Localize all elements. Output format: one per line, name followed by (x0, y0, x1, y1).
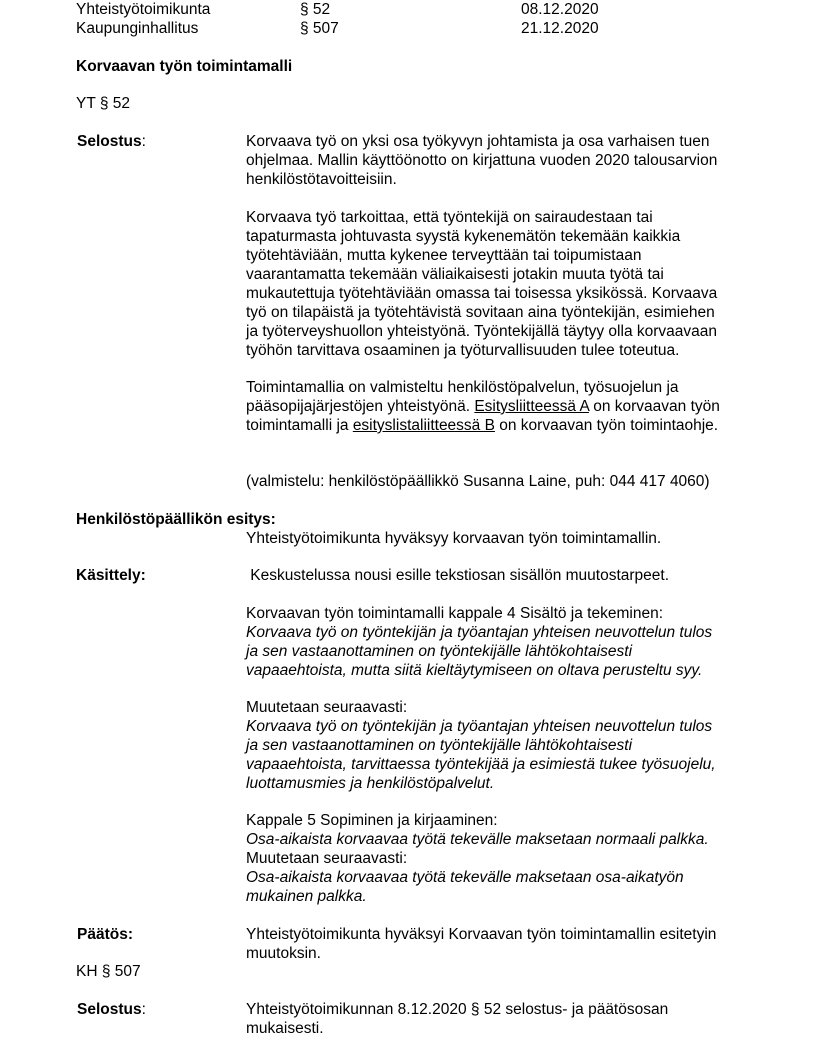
text-line: muutoksin. (246, 945, 321, 962)
header-section-2: § 507 (300, 20, 339, 37)
text-line: mukainen palkka. (246, 888, 367, 905)
text-line: työ on tilapäistä ja työtehtävistä sovitaan aina työntekijän, esimiehen (246, 304, 715, 321)
text-line: Toimintamallia on valmisteltu henkilöstöpalvelun, työsuojelun ja (246, 379, 679, 396)
text-line: tapaturmasta johtuvasta syystä kykenemätön tekemään kaikkia (246, 228, 681, 245)
yt-reference: YT § 52 (76, 95, 131, 112)
text-line: toimintamalli ja esityslistaliitteessä B on korvaavan työn toimintaohje. (246, 417, 719, 434)
text-line: vapaaehtoista, mutta siitä kieltäytymiseen on oltava perusteltu syy. (246, 662, 703, 679)
text-line: pääsopijajärjestöjen yhteistyönä. Esitysliitteessä A on korvaavan työn (246, 398, 720, 415)
text-line: ohjelmaa. Mallin käyttöönotto on kirjattuna vuoden 2020 talousarvion (246, 152, 718, 169)
header-date-1: 08.12.2020 (521, 1, 599, 18)
proposal-label: Henkilöstöpäällikön esitys: (76, 511, 276, 528)
text-line: vapaaehtoista, tarvittaessa työntekijää ja esimiestä tukee työsuojelu, (246, 756, 716, 773)
selostus-paragraph-3 (246, 378, 776, 435)
selostus-label: Selostus: (77, 133, 146, 150)
document-title: Korvaavan työn toimintamalli (76, 58, 293, 75)
k5-heading: Kappale 5 Sopiminen ja kirjaaminen: (246, 812, 498, 829)
kasittely-label: Käsittely: (76, 567, 146, 584)
change-heading: Muutetaan seuraavasti: (246, 699, 408, 716)
kasittely-k5-block (246, 811, 776, 906)
text-line: ja työterveyshuollon yhteistyönä. Työntekijällä täytyy olla korvaavaan (246, 323, 718, 340)
selostus-2-label: Selostus: (77, 1001, 146, 1018)
text-line: vaarantamatta tekemään väliaikaisesti jotakin muuta työtä tai (246, 266, 664, 283)
text-line: Korvaava työ on työntekijän ja työantajan yhteisen neuvottelun tulos (246, 718, 713, 735)
text-line: ja sen vastaanottaminen on työntekijälle lähtökohtaisesti (246, 737, 633, 754)
header-date-2: 21.12.2020 (521, 20, 599, 37)
header-section-1: § 52 (300, 1, 331, 18)
header-body-2: Kaupunginhallitus (76, 20, 199, 37)
text-line: henkilöstötavoitteisiin. (246, 171, 397, 188)
decision-text (246, 925, 776, 963)
k5-change-heading: Muutetaan seuraavasti: (246, 850, 408, 867)
attachment-a-link[interactable]: Esitysliitteessä A (474, 398, 589, 415)
proposal-text: Yhteistyötoimikunta hyväksyy korvaavan työn toimintamallin. (246, 530, 662, 547)
decision-label: Päätös: (77, 926, 133, 943)
selostus-paragraph-1 (246, 132, 776, 189)
text-line: työhön tarvittava osaaminen ja työturvallisuuden tulee toteutua. (246, 342, 680, 359)
kasittely-k4-block (246, 604, 776, 680)
text-line: Korvaava työ on työntekijän ja työantajan yhteisen neuvottelun tulos (246, 624, 713, 641)
text-line: mukautettuja työtehtäviään omassa tai toisessa yksikössä. Korvaava (246, 285, 718, 302)
text-line: Osa-aikaista korvaavaa työtä tekevälle maksetaan normaali palkka. (246, 831, 709, 848)
text-line: luottamusmies ja henkilöstöpalvelut. (246, 775, 495, 792)
text-line: Yhteistyötoimikunnan 8.12.2020 § 52 selostus- ja päätösosan (246, 1001, 669, 1018)
preparer-note: (valmistelu: henkilöstöpäällikkö Susanna Laine, puh: 044 417 4060) (246, 473, 710, 490)
text-line: Korvaava työ tarkoittaa, että työntekijä on sairaudestaan tai (246, 209, 653, 226)
text-line: ja sen vastaanottaminen on työntekijälle lähtökohtaisesti (246, 643, 633, 660)
kasittely-intro: Keskustelussa nousi esille tekstiosan sisällön muutostarpeet. (246, 567, 670, 584)
kasittely-change-block (246, 698, 776, 793)
text-line: Korvaava työ on yksi osa työkyvyn johtamista ja osa varhaisen tuen (246, 133, 710, 150)
selostus-2-text (246, 1000, 776, 1038)
text-line: Yhteistyötoimikunta hyväksyi Korvaavan työn toimintamallin esitetyin (246, 926, 717, 943)
text-line: Osa-aikaista korvaavaa työtä tekevälle maksetaan osa-aikatyön (246, 869, 684, 886)
selostus-paragraph-2 (246, 208, 776, 360)
attachment-b-link[interactable]: esityslistaliitteessä B (352, 417, 495, 434)
text-line: työtehtäviään, mutta kykenee terveyttään tai toipumistaan (246, 247, 642, 264)
text-line: mukaisesti. (246, 1020, 324, 1037)
k4-heading: Korvaavan työn toimintamalli kappale 4 Sisältö ja tekeminen: (246, 605, 664, 622)
header-body-1: Yhteistyötoimikunta (76, 1, 211, 18)
kh-reference: KH § 507 (76, 963, 141, 980)
